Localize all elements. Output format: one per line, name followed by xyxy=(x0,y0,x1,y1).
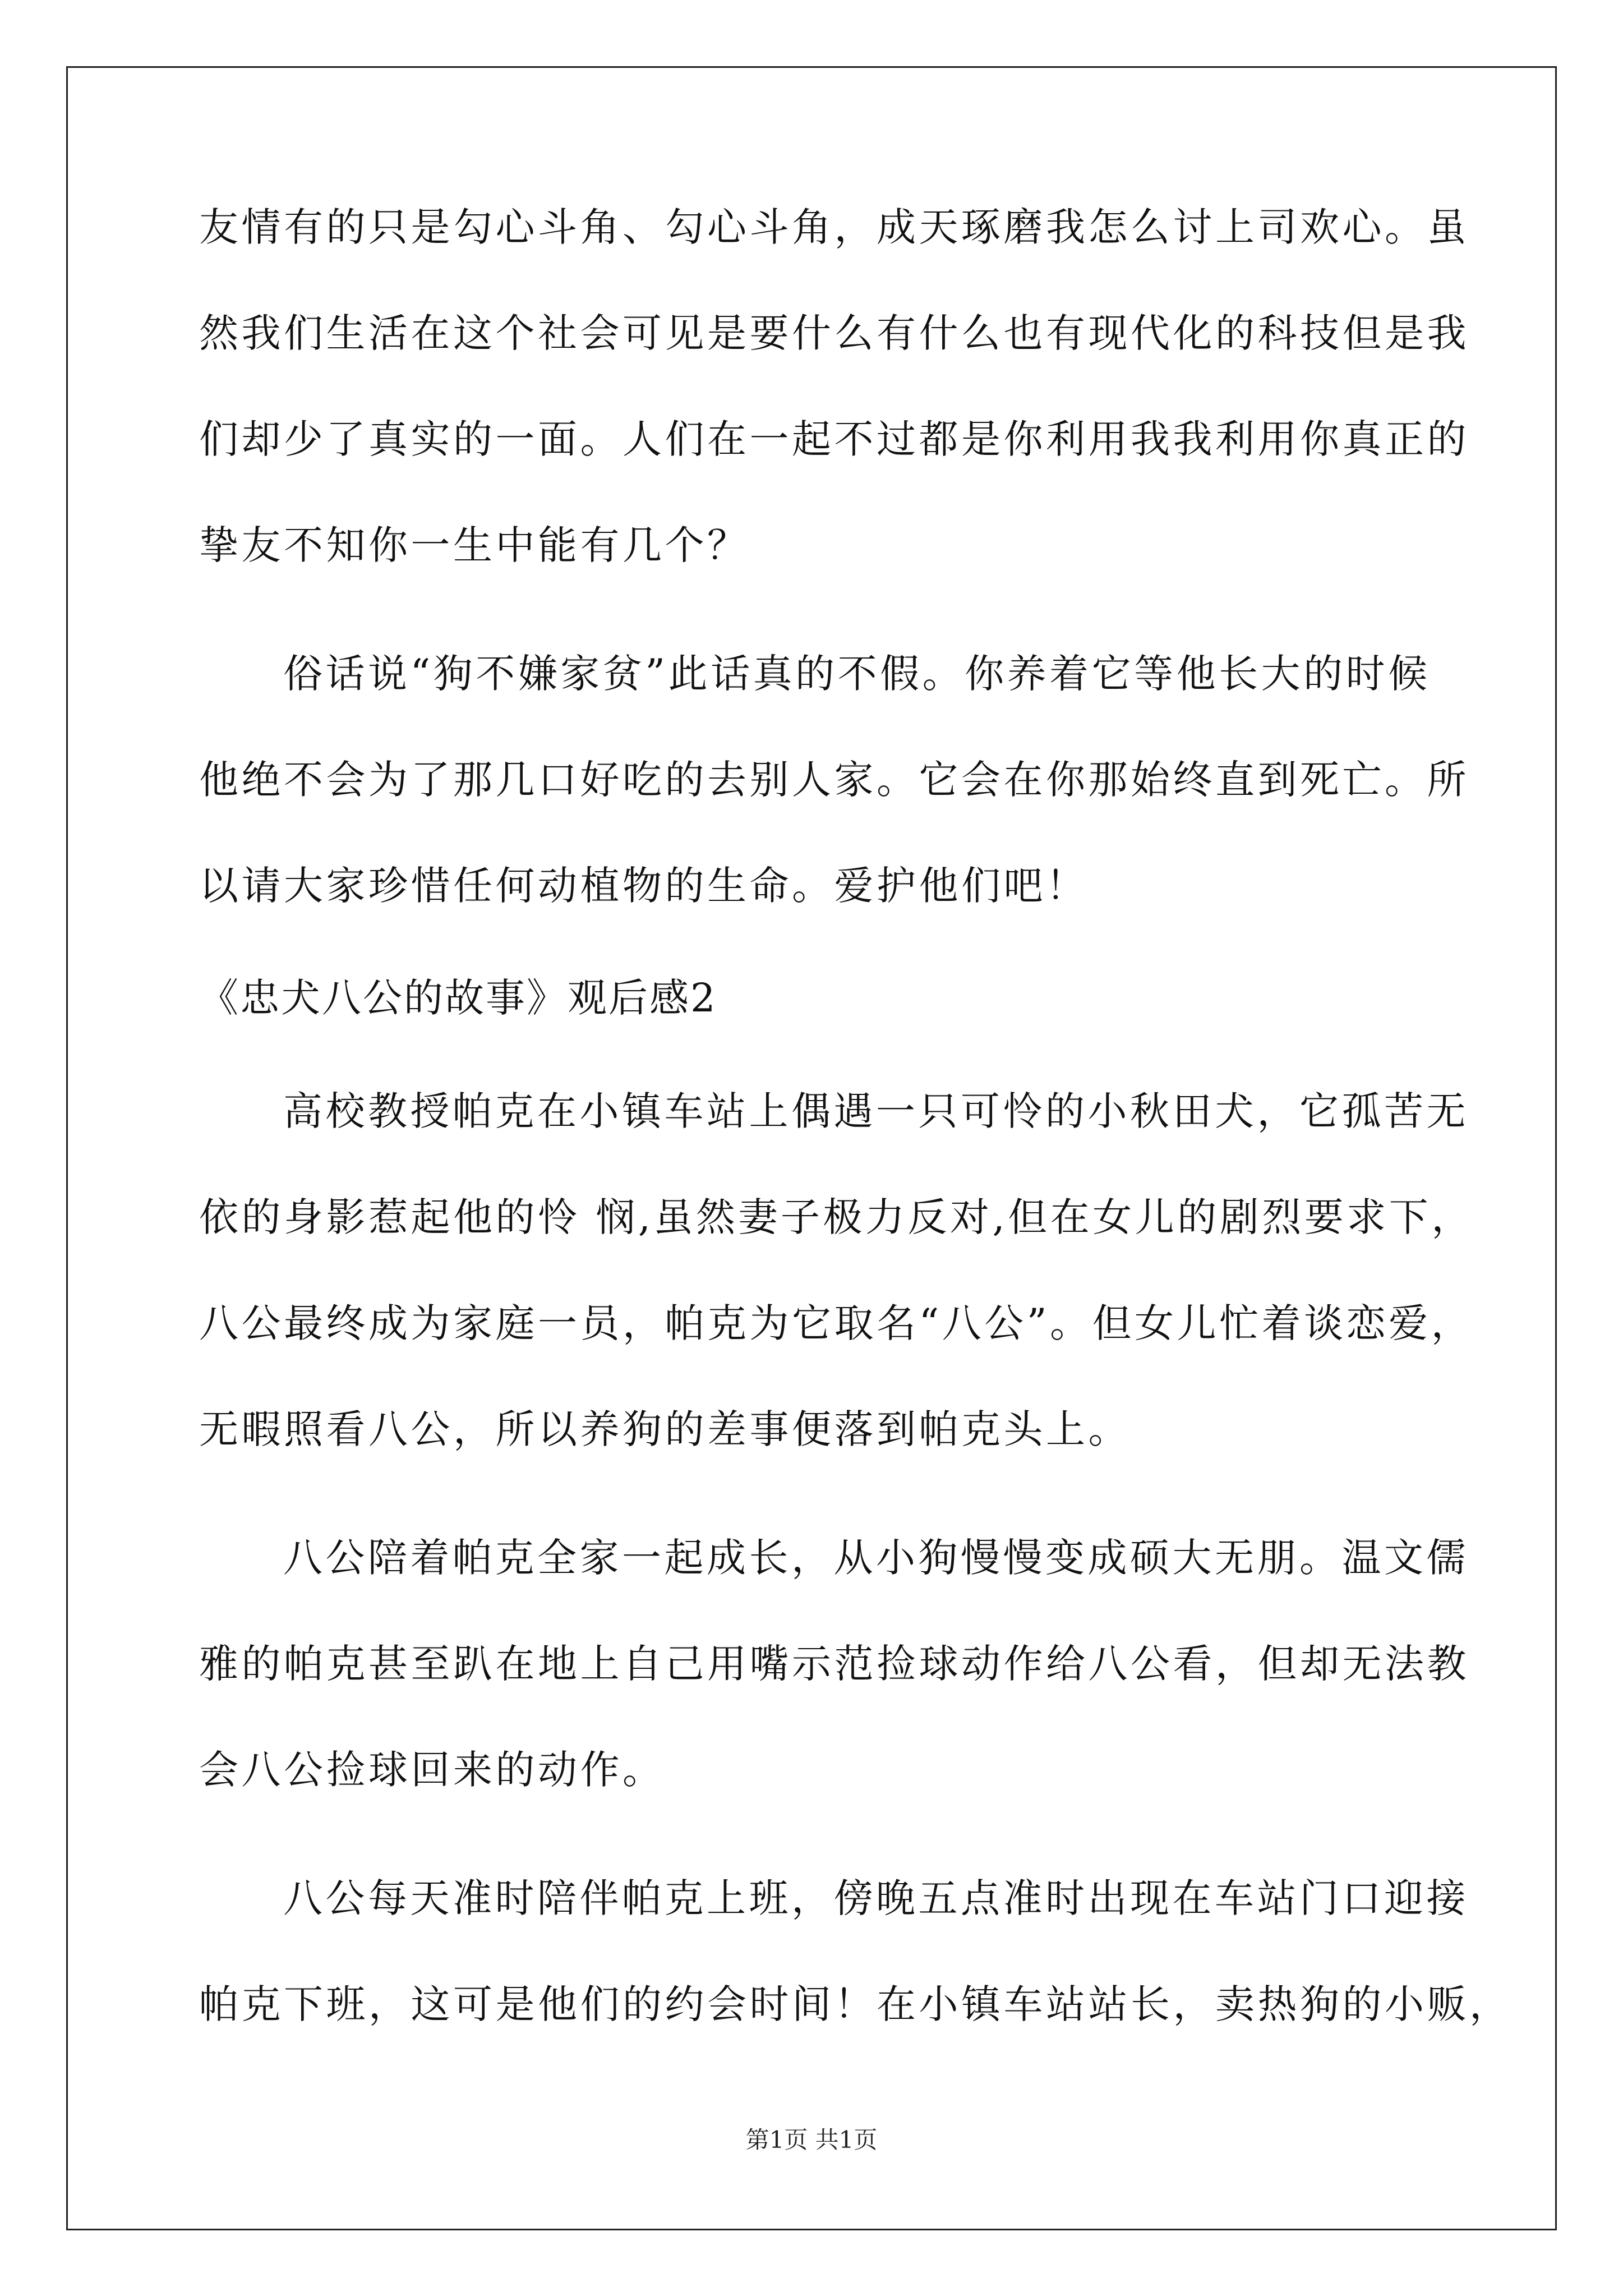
paragraph-line: 俗话说“狗不嫌家贫”此话真的不假。你养着它等他长大的时候 xyxy=(283,651,1431,697)
paragraph-line: 八公陪着帕克全家一起成长，从小狗慢慢变成硕大无朋。温文儒 xyxy=(283,1535,1469,1581)
paragraph-line: 八公每天准时陪伴帕克上班，傍晚五点准时出现在车站门口迎接 xyxy=(283,1875,1469,1921)
paragraph-line: 挚友不知你一生中能有几个？ xyxy=(199,522,750,568)
paragraph-line: 会八公捡球回来的动作。 xyxy=(199,1747,665,1793)
paragraph-line: 无暇照看八公，所以养狗的差事便落到帕克头上。 xyxy=(199,1406,1131,1452)
section-heading: 《忠犬八公的故事》观后感2 xyxy=(199,975,717,1021)
paragraph-line: 们却少了真实的一面。人们在一起不过都是你利用我我利用你真正的 xyxy=(199,416,1469,462)
paragraph-line: 然我们生活在这个社会可见是要什么有什么也有现代化的科技但是我 xyxy=(199,310,1469,356)
page-number-footer: 第1页 共1页 xyxy=(745,2126,878,2154)
paragraph-line: 高校教授帕克在小镇车站上偶遇一只可怜的小秋田犬，它孤苦无 xyxy=(283,1088,1469,1134)
paragraph-line: 他绝不会为了那几口好吃的去别人家。它会在你那始终直到死亡。所 xyxy=(199,757,1469,803)
paragraph-line: 依的身影惹起他的怜 悯,虽然妻子极力反对,但在女儿的剧烈要求下， xyxy=(199,1194,1474,1240)
paragraph-line: 以请大家珍惜任何动植物的生命。爱护他们吧！ xyxy=(199,863,1089,909)
paragraph-line: 帕克下班，这可是他们的约会时间！在小镇车站站长，卖热狗的小贩， xyxy=(199,1981,1512,2027)
paragraph-line: 八公最终成为家庭一员，帕克为它取名“八公”。但女儿忙着谈恋爱， xyxy=(199,1300,1474,1346)
paragraph-line: 雅的帕克甚至趴在地上自己用嘴示范捡球动作给八公看，但却无法教 xyxy=(199,1641,1469,1687)
paragraph-line: 友情有的只是勾心斗角、勾心斗角，成天琢磨我怎么讨上司欢心。虽 xyxy=(199,204,1469,250)
